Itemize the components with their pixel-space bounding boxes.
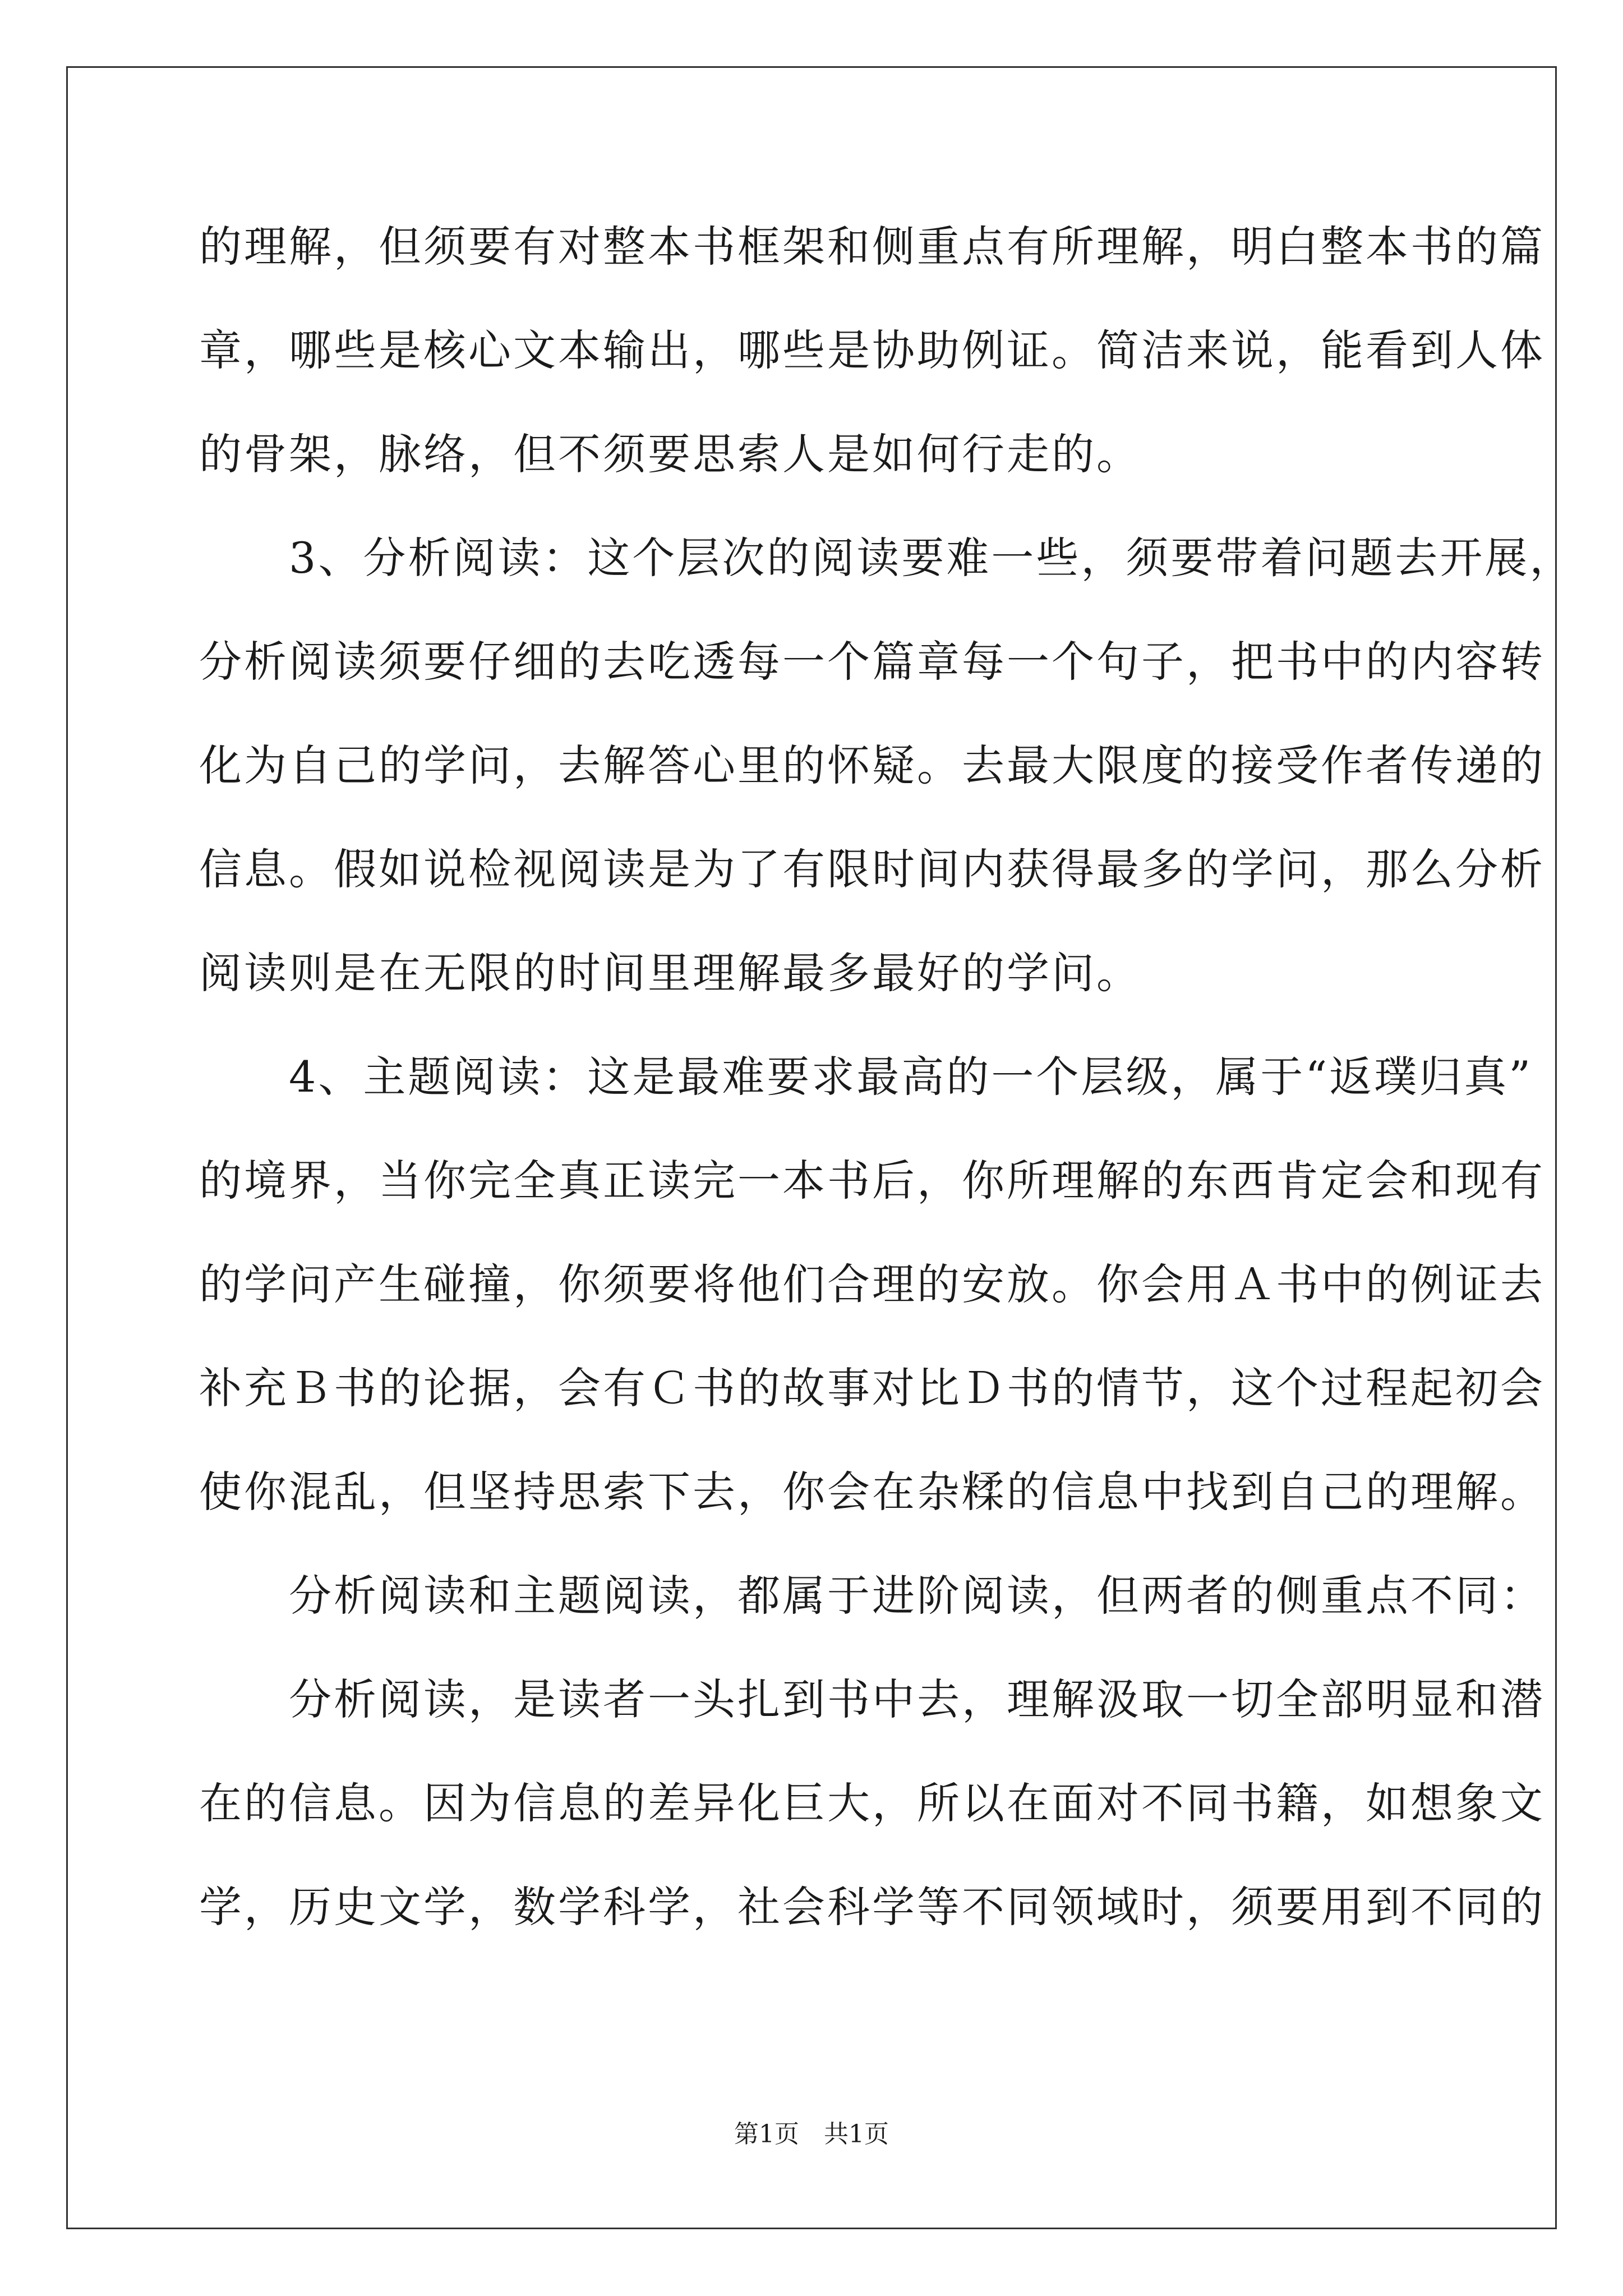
text-line: 的学问产生碰撞，你须要将他们合理的安放。你会用Ａ书中的例证去 xyxy=(199,1259,1545,1309)
text-line: 在的信息。因为信息的差异化巨大，所以在面对不同书籍，如想象文 xyxy=(199,1778,1545,1828)
text-line: 使你混乱，但坚持思索下去，你会在杂糅的信息中找到自己的理解。 xyxy=(199,1467,1545,1517)
text-line: 分析阅读须要仔细的去吃透每一个篇章每一个句子，把书中的内容转 xyxy=(199,637,1545,687)
text-line: 信息。假如说检视阅读是为了有限时间内获得最多的学问，那么分析 xyxy=(199,844,1545,894)
page-number-label: 第1页 共1页 xyxy=(734,2120,889,2148)
text-line: 的理解，但须要有对整本书框架和侧重点有所理解，明白整本书的篇 xyxy=(199,222,1545,272)
text-line: 补充Ｂ书的论据，会有Ｃ书的故事对比Ｄ书的情节，这个过程起初会 xyxy=(199,1363,1545,1413)
text-line: 的境界，当你完全真正读完一本书后，你所理解的东西肯定会和现有 xyxy=(199,1156,1545,1205)
text-line: 的骨架，脉络，但不须要思索人是如何行走的。 xyxy=(199,429,1141,479)
text-line: 化为自己的学问，去解答心里的怀疑。去最大限度的接受作者传递的 xyxy=(199,740,1545,790)
text-line: 学，历史文学，数学科学，社会科学等不同领域时，须要用到不同的 xyxy=(199,1882,1545,1932)
text-line: 章，哪些是核心文本输出，哪些是协助例证。简洁来说，能看到人体 xyxy=(199,325,1545,375)
text-line: 阅读则是在无限的时间里理解最多最好的学问。 xyxy=(199,948,1141,998)
page-footer xyxy=(0,2119,1623,2150)
text-line: 分析阅读和主题阅读，都属于进阶阅读，但两者的侧重点不同： xyxy=(199,1571,1545,1621)
text-line: 分析阅读，是读者一头扎到书中去，理解汲取一切全部明显和潜 xyxy=(199,1674,1545,1724)
text-line: 3、分析阅读：这个层次的阅读要难一些，须要带着问题去开展， xyxy=(199,533,1575,583)
text-line: 4、主题阅读：这是最难要求最高的一个层级，属于“返璞归真” xyxy=(199,1052,1533,1102)
